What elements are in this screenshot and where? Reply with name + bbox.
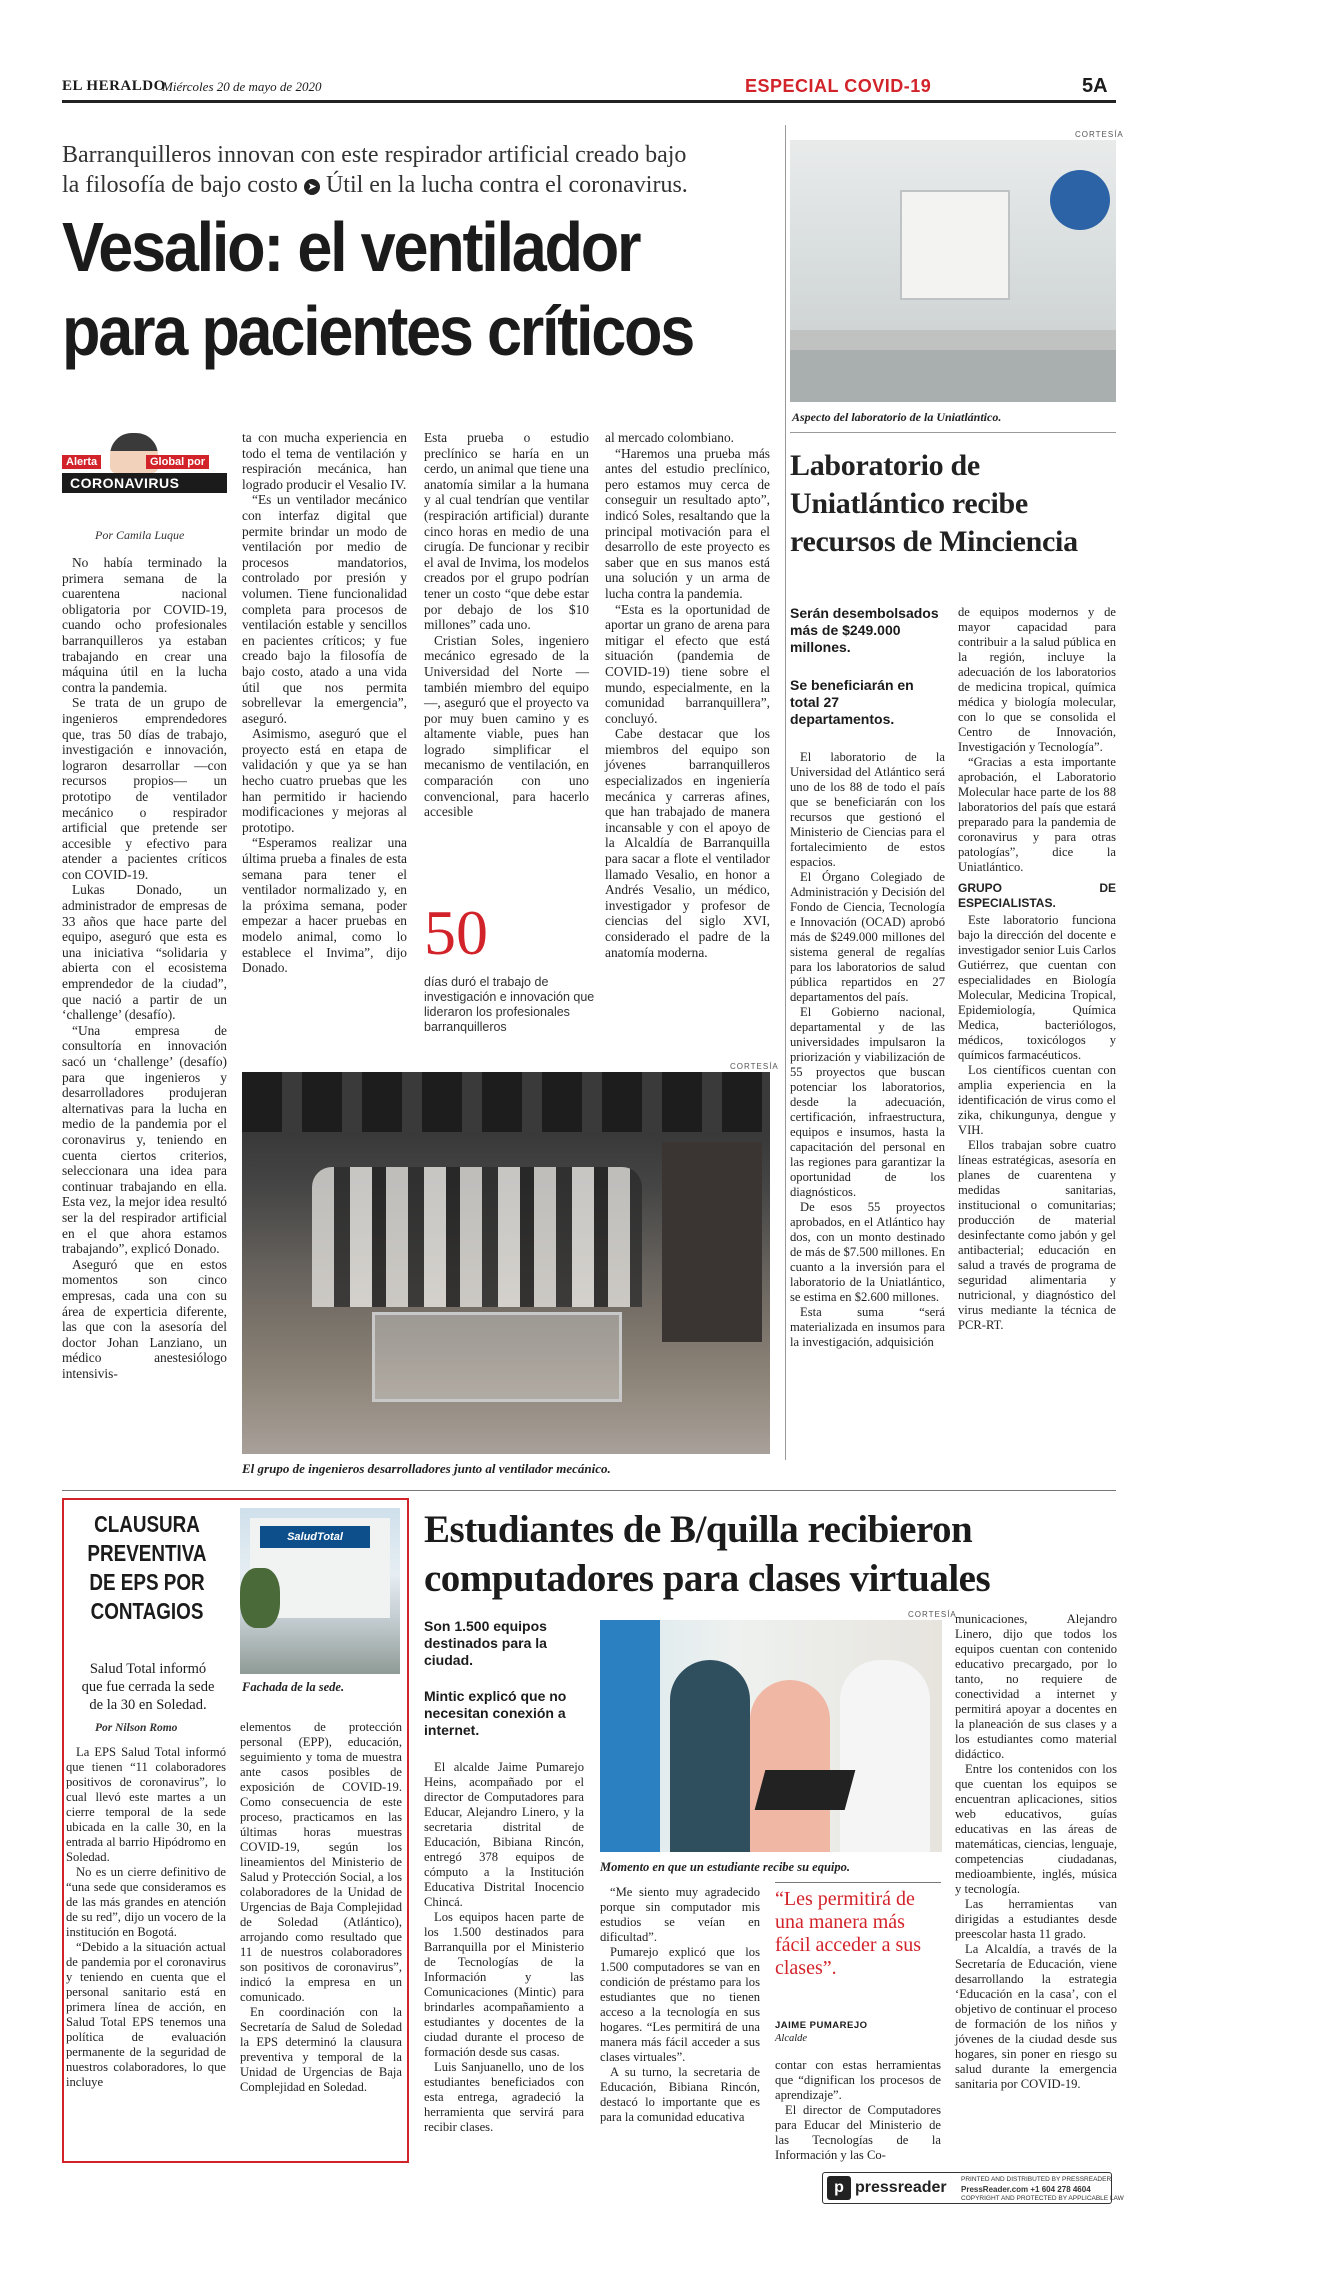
- banner: [600, 1620, 660, 1852]
- paragraph: “Debido a la situación actual de pandemia por el coronavirus y teniendo en cuenta que el personal sanitario está en primera línea de acción, en Salud Total EPS tenemos una política de evaluación permanente de la seguridad de nuestros colaboradores, lo que incluye: [66, 1940, 226, 2089]
- paragraph: contar con estas herramientas que “dignifican los procesos de aprendizaje”.: [775, 2058, 941, 2102]
- main-col-2: [242, 430, 407, 976]
- main-photo-credit: CORTESÍA: [730, 1062, 779, 1071]
- badge-coronavirus: CORONAVIRUS: [62, 473, 227, 493]
- pullquote-text: días duró el trabajo de investigación e innovación que lideraron los profesionales barranquilleros: [424, 975, 595, 1034]
- headline-line-1: Vesalio: el ventilador: [62, 208, 640, 286]
- eps-photo-caption: Fachada de la sede.: [242, 1680, 345, 1694]
- lab-col-b: [958, 605, 1116, 1333]
- computers-headline-line-1: Estudiantes de B/quilla recibieron: [424, 1508, 973, 1551]
- paragraph: Los científicos cuentan con amplia experiencia en la identificación de virus como el zika, chikungunya, dengue y VIH.: [958, 1063, 1116, 1137]
- paragraph: Se trata de un grupo de ingenieros emprendedores que, tras 50 días de trabajo, investigación e innovación, lograron desarrollar —con recursos propios— un prototipo de ventilador mecánico o respirador artificial que pretende ser accesible y efectivo para atender a pacientes críticos con COVID-19.: [62, 695, 227, 882]
- main-photo-caption: El grupo de ingenieros desarrolladores junto al ventilador mecánico.: [242, 1461, 611, 1476]
- pressreader-logo-icon: p: [827, 2176, 851, 2200]
- main-headline: [62, 205, 710, 373]
- pullquote-number: 50: [424, 897, 488, 968]
- pressreader-line-1: PRINTED AND DISTRIBUTED BY PRESSREADER: [961, 2176, 1112, 2183]
- badge-alerta: Alerta: [62, 455, 101, 469]
- eps-facade-photo: [240, 1508, 400, 1674]
- ceiling-lights: [242, 1072, 770, 1132]
- paragraph: No es un cierre definitivo de “una sede que consideramos es de las más grandes en atención de su red”, dijo un vocero de la institución en Bogotá.: [66, 1865, 226, 1939]
- lab-photo-credit: CORTESÍA: [1075, 130, 1124, 139]
- paragraph: El Gobierno nacional, departamental y de las universidades impulsaron la priorización y viabilización de 55 proyectos que buscan potenciar los laboratorios, desde la adecuación, certificación, infraestructura, equipos e insumos, hasta la capacitación del personal en las regiones para garantizar la oportunidad de los diagnósticos.: [790, 1005, 945, 1199]
- kicker-line-2: [62, 170, 767, 200]
- kicker-line-1: Barranquilleros innovan con este respirador artificial creado bajo: [62, 142, 687, 168]
- main-col-4: [605, 430, 770, 960]
- paragraph: Las herramientas van dirigidas a estudiantes desde preescolar hasta 11 grado.: [955, 1897, 1117, 1941]
- facade-tree: [240, 1568, 280, 1628]
- paragraph: Esta prueba o estudio preclínico se haría en un cerdo, un animal que tiene una anatomía similar a la humana y al cual tendrían que ventilar (respiración artificial) durante cinco horas en medio de una cirugía. De funcionar y recibir el aval de Invima, los modelos creados por el grupo podrían tener un costo “que debe estar por debajo de los $10 millones” cada uno.: [424, 430, 589, 633]
- paragraph: Ellos trabajan sobre cuatro líneas estratégicas, asesoría en planes de cuarentena y medidas sanitarias, institucional o comunitarias; producción de material desinfectante como jabón y gel antibacterial; educación en salud a través de programa de seguridad alimentaria y nutricional, y diagnóstico del virus mediante la técnica de PCR-RT.: [958, 1138, 1116, 1332]
- issue-date: Miércoles 20 de mayo de 2020: [162, 79, 322, 94]
- paragraph: Pumarejo explicó que los 1.500 computadores se van en condición de préstamo para los estudiantes que no tienen acceso a la tecnología en sus hogares. “Les permitirá de una manera más fácil acceder a sus clases virtuales”.: [600, 1945, 760, 2064]
- paragraph: Asimismo, aseguró que el proyecto está en etapa de validación y que ya se han hecho cuatro pruebas que les han permitido ir haciendo modificaciones y mejoras al prototipo.: [242, 726, 407, 835]
- paragraph: al mercado colombiano.: [605, 430, 735, 445]
- quote-top-rule: [775, 1882, 941, 1883]
- paragraph: municaciones, Alejandro Linero, dijo que todos los equipos cuentan con contenido educativo precargado, por lo tanto, no requiere de conectividad a internet y permitirá apoyar a docentes en la planeación de sus clases y a los estudiantes como material didáctico.: [955, 1612, 1117, 1761]
- section-name: ESPECIAL COVID-19: [745, 76, 932, 96]
- computers-col-1: [424, 1760, 584, 2135]
- computers-headline-line-2: computadores para clases virtuales: [424, 1557, 991, 1600]
- paragraph: El laboratorio de la Universidad del Atlántico será uno de los 88 de todo el país que se beneficiarán con los recursos que gestionó el Ministerio de Ciencias para el fortalecimiento de estos espacios.: [790, 750, 945, 869]
- paragraph: De esos 55 proyectos aprobados, en el Atlántico hay dos, con un monto destinado de más de $7.500 millones. En cuanto a la inversión para el laboratorio de la Uniatlántico, se estima en $2.600 millones.: [790, 1200, 945, 1304]
- paragraph: El director de Computadores para Educar del Ministerio de las Tecnologías de la Información y las Co-: [775, 2103, 941, 2162]
- person-center: [750, 1680, 830, 1852]
- student-photo-caption: Momento en que un estudiante recibe su equipo.: [600, 1860, 851, 1874]
- lab-photo-caption: Aspecto del laboratorio de la Uniatlántico.: [792, 410, 1002, 424]
- computers-col-2: [600, 1885, 760, 2125]
- paragraph: “Me siento muy agradecido porque sin computador mis estudios se veían en dificultad”.: [600, 1885, 760, 1944]
- corona-badge: [62, 433, 227, 497]
- eps-headline-line-4: CONTAGIOS: [90, 1598, 204, 1624]
- headline-line-2: para pacientes críticos: [62, 292, 694, 370]
- lab-logo-badge: [1050, 170, 1110, 230]
- arrow-circle-icon: ➤: [304, 179, 320, 195]
- computers-col-4: [955, 1612, 1117, 2092]
- pressreader-line-3: COPYRIGHT AND PROTECTED BY APPLICABLE LAW: [961, 2195, 1124, 2202]
- eps-deck: Salud Total informó que fue cerrada la sede de la 30 en Soledad.: [81, 1661, 215, 1713]
- paragraph: A su turno, la secretaria de Educación, Bibiana Rincón, destacó lo importante que es para la comunidad educativa: [600, 2065, 760, 2124]
- eps-headline-line-3: DE EPS POR: [89, 1569, 205, 1595]
- lab-col-a: [790, 750, 945, 1350]
- paragraph: Lukas Donado, un administrador de empresas de 33 años que hace parte del equipo, aseguró que esta es una iniciativa “solidaria y abierta con el ecosistema emprendedor de la ciudad”, que nació a partir de un ‘challenge’ (desafío).: [62, 882, 227, 1023]
- paragraph: “Una empresa de consultoría en innovación sacó un ‘challenge’ (desafío) para que ingenieros y desarrolladores produjeran alternativas para la lucha en medio de la pandemia por el coronavirus y, teniendo en cuenta ciertos criterios, seleccionara una idea para continuar trabajando en ella. Esta vez, la mejor idea resultó ser la del respirador artificial en el que ahora estamos trabajando”, explicó Donado.: [62, 1022, 227, 1257]
- paper-name: EL HERALDO: [62, 78, 166, 94]
- paragraph: El alcalde Jaime Pumarejo Heins, acompañado por el director de Computadores para Educar, Alejandro Linero, y la secretaria distrital de Educación, Bibiana Rincón, entregó 378 equipos de cómputo a la Institución Educativa Distrital Inocencio Chincá.: [424, 1760, 584, 1909]
- main-byline: Por Camila Luque: [95, 528, 185, 542]
- eps-byline: Por Nilson Romo: [95, 1722, 178, 1734]
- paragraph: Cabe destacar que los miembros del equipo son jóvenes barranquilleros especializados en ingeniería mecánica y carreras afines, que han trabajado de manera incansable y con el apoyo de la Alcaldía de Barranquilla para sacar a flote el ventilador llamado Vesalio, en honor a Andrés Vesalio, un médico, investigador y profesor de ciencias del siglo XVI, considerado el padre de la anatomía moderna.: [605, 726, 770, 960]
- computers-headline: [424, 1505, 1116, 1603]
- kicker-line-2-text: la filosofía de bajo costo: [62, 172, 298, 198]
- person-right: [840, 1660, 930, 1852]
- badge-global: Global por: [146, 455, 209, 469]
- ventilator-device: [372, 1312, 622, 1402]
- computers-deck-2: Mintic explicó que no necesitan conexión a internet.: [424, 1688, 567, 1738]
- paragraph: El Órgano Colegiado de Administración y Decisión del Fondo de Ciencia, Tecnología e Innovación (OCAD) aprobó más de $249.000 millones del sistema general de regalías para los laboratorios de salud pública repartidos en 27 departamentos del país.: [790, 870, 945, 1004]
- paragraph: Esta suma “será materializada en insumos para la investigación, adquisición: [790, 1305, 945, 1349]
- engineers-team-photo: [242, 1072, 770, 1454]
- section-rule: [62, 1490, 1116, 1491]
- paragraph: “Haremos una prueba más antes del estudio preclínico, pero estamos muy cerca de conseguir un resultado apto”, indicó Soles, resaltando que la principal motivación para el desarrollo de este proyecto es saber que en sus manos está una solución y un arma de lucha contra la pandemia.: [605, 445, 770, 601]
- lab-hood: [900, 190, 1010, 300]
- lab-rule: [790, 432, 1116, 433]
- paragraph: “Es un ventilador mecánico con interfaz digital que permite brindar un modo de ventilación por medio de procesos mandatorios, controlado por presión y volumen. Tiene funcionalidad completa para procesos de ventilación estable y sencillos en pacientes críticos; y fue creado bajo la filosofía de bajo costo, atado a una vida útil que nos permita sobrellevar la emergencia”, aseguró.: [242, 492, 407, 726]
- paragraph: Los equipos hacen parte de los 1.500 destinados para Barranquilla por el Ministerio de Tecnologías de la Información y las Comunicaciones (Mintic) para brindarles acompañamiento a estudiantes y docentes de la ciudad durante el proceso de formación desde sus casas.: [424, 1910, 584, 2059]
- facade-sign: SaludTotal: [260, 1526, 370, 1548]
- header-rule: [62, 100, 1116, 103]
- lab-headline-line-3: recursos de Minciencia: [790, 525, 1078, 558]
- eps-headline-line-2: PREVENTIVA: [87, 1540, 207, 1566]
- eps-headline: [86, 1510, 209, 1626]
- lab-counter: [790, 330, 1116, 350]
- kicker: [62, 140, 767, 200]
- paragraph: “Esta es la oportunidad de aportar un grano de arena para mitigar el efecto que está situación (pandemia de COVID-19) tiene sobre el mundo, especialmente, en la comunidad barranquillera”, concluyó.: [605, 601, 770, 726]
- paragraph: de equipos modernos y de mayor capacidad para contribuir a la salud pública en la región, incluye la adecuación de los laboratorios de medicina tropical, química médica y biología molecular, con lo que se consolida el Centro de Innovación, Investigación y Tecnología”.: [958, 605, 1116, 754]
- paragraph: La EPS Salud Total informó que tienen “11 colaboradores positivos de coronavirus”, lo cual llevó este martes a un cierre temporal de la sede ubicada en la calle 30, en la entrada al barrio Hipódromo en Soledad.: [66, 1745, 226, 1864]
- person-left: [670, 1660, 750, 1852]
- lab-headline: [790, 447, 1116, 561]
- shelf-right: [662, 1142, 762, 1342]
- paragraph: Luis Sanjuanello, uno de los estudiantes beneficiados con esta entrega, agradeció la herramienta que servirá para recibir clases.: [424, 2060, 584, 2134]
- computers-photo-credit: CORTESÍA: [908, 1610, 957, 1619]
- pressreader-badge[interactable]: [822, 2172, 1124, 2204]
- quote-name: JAIME PUMAREJO: [775, 2020, 868, 2031]
- subhead: GRUPO DE ESPECIALISTAS.: [958, 881, 1116, 910]
- paragraph: La Alcaldía, a través de la Secretaría de Educación, viene desarrollando la estrategia ‘Educación en la casa’, con el objetivo de continuar el proceso de formación de los niños y jóvenes de la ciudad desde sus hogares, sin poner en riesgo su salud durante la emergencia sanitaria por COVID-19.: [955, 1942, 1117, 2091]
- paragraph: En coordinación con la Secretaría de Salud de Soledad la EPS determinó la clausura preventiva y temporal de la Unidad de Urgencias de Baja Complejidad en Soledad.: [240, 2005, 402, 2094]
- lab-floor: [790, 350, 1116, 402]
- paragraph: Aseguró que en estos momentos son cinco empresas, cada una con su área de experticia diferente, las que con la asesoría del doctor Johan Lanziano, un médico anestesiólogo intensivis-: [62, 1256, 227, 1381]
- kicker-line-3-text: Útil en la lucha contra el coronavirus.: [325, 172, 688, 198]
- lab-photo: [790, 140, 1116, 402]
- computers-deck-1: Son 1.500 equipos destinados para la ciudad.: [424, 1618, 547, 1668]
- paragraph: “Esperamos realizar una última prueba a finales de esta semana para tener el ventilador normalizado y, en la próxima semana, poder empezar a hacer pruebas en modelo animal, como lo establece el Invima”, dijo Donado.: [242, 835, 407, 976]
- people-group: [312, 1167, 642, 1307]
- lab-deck-2: Se beneficiarán en total 27 departamentos.: [790, 677, 914, 727]
- paragraph: Entre los contenidos con los que cuentan los equipos se encuentran aplicaciones, sitios web educativos, guías educativas en las áreas de matemáticas, ciencias, lenguaje, competencias ciudadanas, medioambiente, inglés, música y tecnología.: [955, 1762, 1117, 1896]
- eps-col-1: [66, 1745, 226, 2090]
- main-col-1: [62, 555, 227, 1381]
- lab-headline-line-1: Laboratorio de: [790, 449, 980, 482]
- main-col-3: [424, 430, 589, 820]
- paragraph: Cristian Soles, ingeniero mecánico egresado de la Universidad del Norte —también miembro del equipo—, aseguró que el proyecto va por muy buen camino y es altamente viable, pues han logrado simplificar el mecanismo de ventilación, en comparación con uno convencional, para hacerlo accesible: [424, 632, 589, 820]
- eps-headline-line-1: CLAUSURA: [94, 1511, 200, 1537]
- lab-deck-1: Serán desembolsados más de $249.000 millones.: [790, 605, 939, 655]
- quote-role: Alcalde: [775, 2033, 808, 2044]
- page-number: 5A: [1082, 75, 1108, 97]
- paragraph: ta con mucha experiencia en todo el tema de ventilación y respiración mecánica, han logrado producir el Vesalio IV.: [242, 430, 407, 492]
- student-photo: [600, 1620, 942, 1852]
- eps-col-2: [240, 1720, 402, 2095]
- pressreader-line-2: PressReader.com +1 604 278 4604: [961, 2185, 1091, 2194]
- right-column-divider: [785, 125, 786, 1460]
- paragraph: Este laboratorio funciona bajo la dirección del docente e investigador senior Luis Carlos Gutiérrez, que cuentan con especialidades en Biología Molecular, Medicina Tropical, Epidemiología, Química Medica, bacteriólogos, médicos, toxicólogos y químicos farmacéuticos.: [958, 913, 1116, 1062]
- laptop: [755, 1770, 856, 1810]
- pressreader-brand: pressreader: [855, 2179, 947, 2196]
- paragraph: elementos de protección personal (EPP), educación, seguimiento y toma de muestra ante casos posibles de exposición de COVID-19. Como consecuencia de este proceso, practicamos en las últimas horas muestras COVID-19, según los lineamientos del Ministerio de Salud y Protección Social, a los colaboradores de la Unidad de Urgencias de Baja Complejidad de Soledad (Atlántico), arrojando como resultado que 11 de nuestros colaboradores son positivos de coronavirus”, indicó la empresa en un comunicado.: [240, 1720, 402, 2004]
- paragraph: No había terminado la primera semana de la cuarentena nacional obligatoria por COVID-19, cuando ocho profesionales barranquilleros ya estaban trabajando en crear una máquina útil en la lucha contra la pandemia.: [62, 555, 227, 695]
- pull-quote: “Les permitirá de una manera más fácil acceder a sus clases”.: [775, 1888, 922, 1979]
- lab-headline-line-2: Uniatlántico recibe: [790, 487, 1028, 520]
- computers-col-3: [775, 2058, 941, 2163]
- paragraph: “Gracias a esta importante aprobación, el Laboratorio Molecular hace parte de los 88 laboratorios del país que estará preparado para la pandemia de coronavirus y para otras patologías”, dice la Uniatlántico.: [958, 755, 1116, 874]
